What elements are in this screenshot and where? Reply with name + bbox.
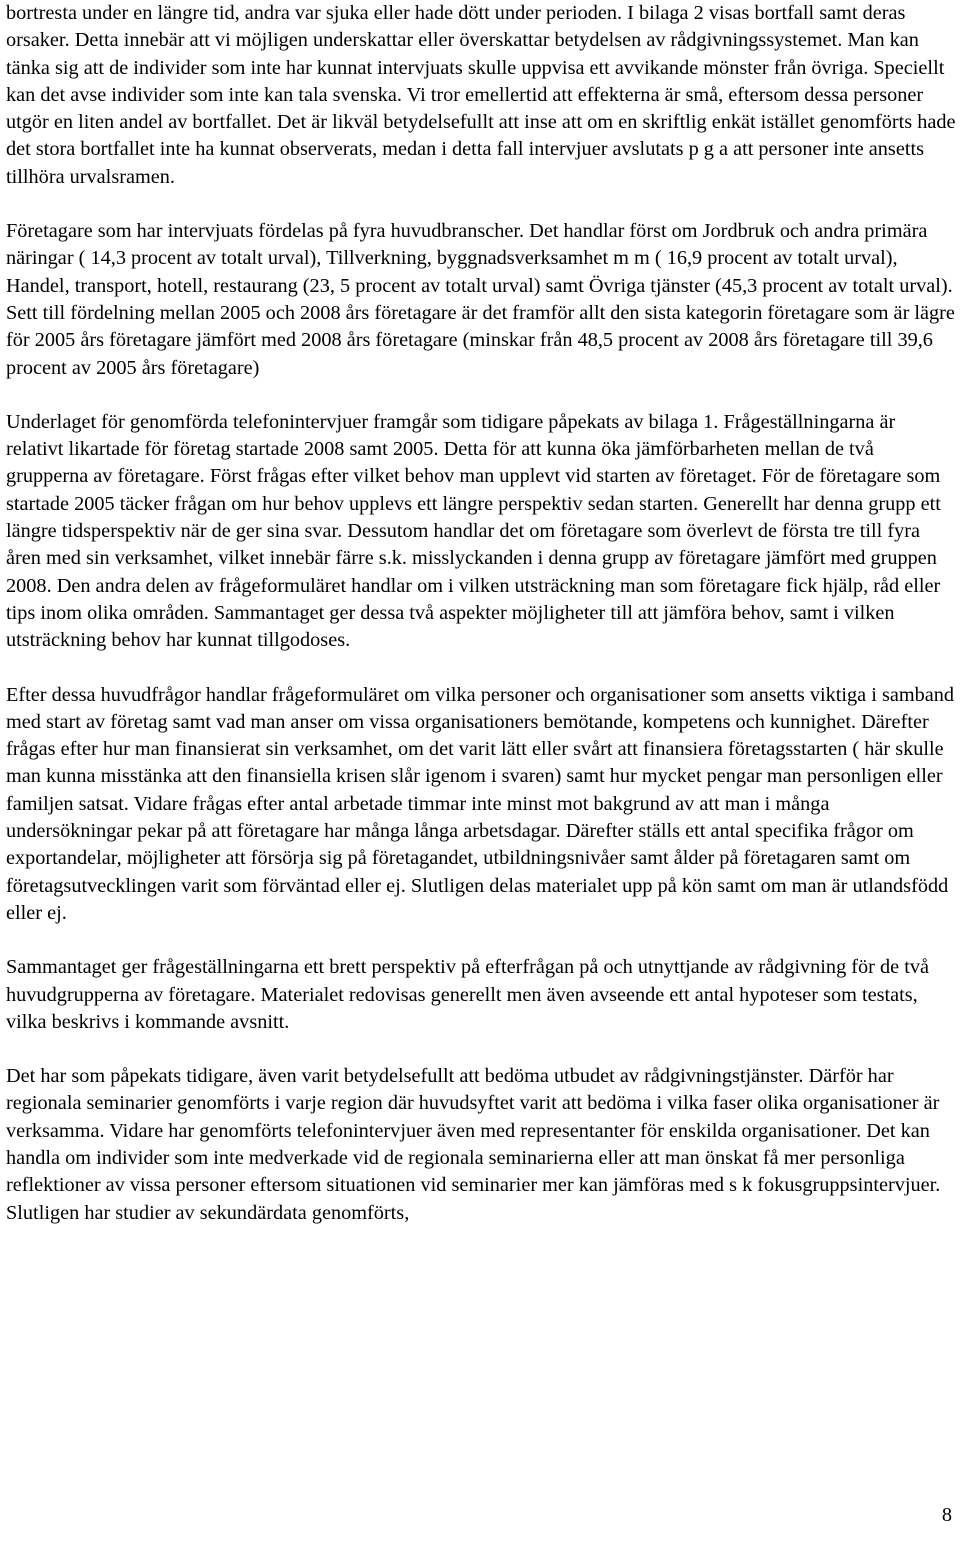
paragraph-telefonintervjuer: Underlaget för genomförda telefonintervjuer framgår som tidigare påpekats av bilaga 1. Frågeställningarna är relativt likartade för företag startade 2008 samt 2005. Detta för att kunna öka jämförbarheten mellan de två grupperna av företagare. Först frågas efter vilket behov man upplevt vid starten av företaget. För de företagare som startade 2005 täcker frågan om hur behov upplevs ett längre perspektiv sedan starten. Generellt har denna grupp ett längre tidsperspektiv när de ger sina svar. Dessutom handlar det om företagare som överlevt de första tre till fyra åren med sin verksamhet, vilket innebär färre s.k. misslyckanden i denna grupp av företagare jämfört med gruppen 2008. Den andra delen av frågeformuläret handlar om i vilken utsträckning man som företagare fick hjälp, råd eller tips inom olika områden. Sammantaget ger dessa två aspekter möjligheter till att jämföra behov, samt i vilken utsträckning behov har kunnat tillgodoses.: [6, 410, 941, 652]
paragraph-sammantaget: Sammantaget ger frågeställningarna ett brett perspektiv på efterfrågan på och utnyttjande av rådgivning för de två huvudgrupperna av företagare. Materialet redovisas generellt men även avseende ett antal hypoteser som testats, vilka beskrivs i kommande avsnitt.: [6, 956, 929, 1033]
document-page: [6, 0, 956, 1227]
paragraph-huvudbranscher: Företagare som har intervjuats fördelas på fyra huvudbranscher. Det handlar först om Jordbruk och andra primära näringar ( 14,3 procent av totalt urval), Tillverkning, byggnadsverksamhet m m ( 16,9 procent av totalt urval), Handel, transport, hotell, restaurang (23, 5 procent av totalt urval) samt Övriga tjänster (45,3 procent av totalt urval). Sett till fördelning mellan 2005 och 2008 års företagare är det framför allt den sista kategorin företagare som är lägre för 2005 års företagare jämfört med 2008 års företagare (minskar från 48,5 procent av 2008 års företagare till 39,6 procent av 2005 års företagare): [6, 220, 955, 379]
page-number: 8: [941, 1504, 952, 1526]
paragraph-utbud: Det har som påpekats tidigare, även varit betydelsefullt att bedöma utbudet av rådgivningstjänster. Därför har regionala seminarier genomförts i varje region där huvudsyftet varit att bedöma i vilka faser olika organisationer är verksamma. Vidare har genomförts telefonintervjuer även med representanter för enskilda organisationer. Det kan handla om individer som inte medverkade vid de regionala seminarierna eller att man önskat få mer personliga reflektioner av vissa personer eftersom situationen vid seminarier mer kan jämföras med s k fokusgruppsintervjuer. Slutligen har studier av sekundärdata genomförts,: [6, 1065, 941, 1224]
paragraph-frageformular: Efter dessa huvudfrågor handlar frågeformuläret om vilka personer och organisationer som ansetts viktiga i samband med start av företag samt vad man anser om vissa organisationers bemötande, kompetens och kunnighet. Därefter frågas efter hur man finansierat sin verksamhet, om det varit lätt eller svårt att finansiera företagsstarten ( här skulle man kunna misstänka att den finansiella krisen slår igenom i svaren) samt hur mycket pengar man personligen eller familjen satsat. Vidare frågas efter antal arbetade timmar inte minst mot bakgrund av att man i många undersökningar pekar på att företagare har många långa arbetsdagar. Därefter ställs ett antal specifika frågor om exportandelar, möjligheter att försörja sig på företagandet, utbildningsnivåer samt ålder på företagaren samt om företagsutvecklingen varit som förväntad eller ej. Slutligen delas materialet upp på kön samt om man är utlandsfödd eller ej.: [6, 683, 955, 924]
paragraph-bortfall: bortresta under en längre tid, andra var sjuka eller hade dött under perioden. I bilaga 2 visas bortfall samt deras orsaker. Detta innebär att vi möjligen underskattar eller överskattar betydelsen av rådgivningssystemet. Man kan tänka sig att de individer som inte har kunnat intervjuats skulle uppvisa ett avvikande mönster från övriga. Speciellt kan det avse individer som inte kan tala svenska. Vi tror emellertid att effekterna är små, eftersom dessa personer utgör en liten andel av bortfallet. Det är likväl betydelsefullt att inse att om en skriftlig enkät istället genomförts hade det stora bortfallet inte ha kunnat observerats, medan i detta fall intervjuer avslutats p g a att personer inte ansetts tillhöra urvalsramen.: [6, 2, 956, 188]
